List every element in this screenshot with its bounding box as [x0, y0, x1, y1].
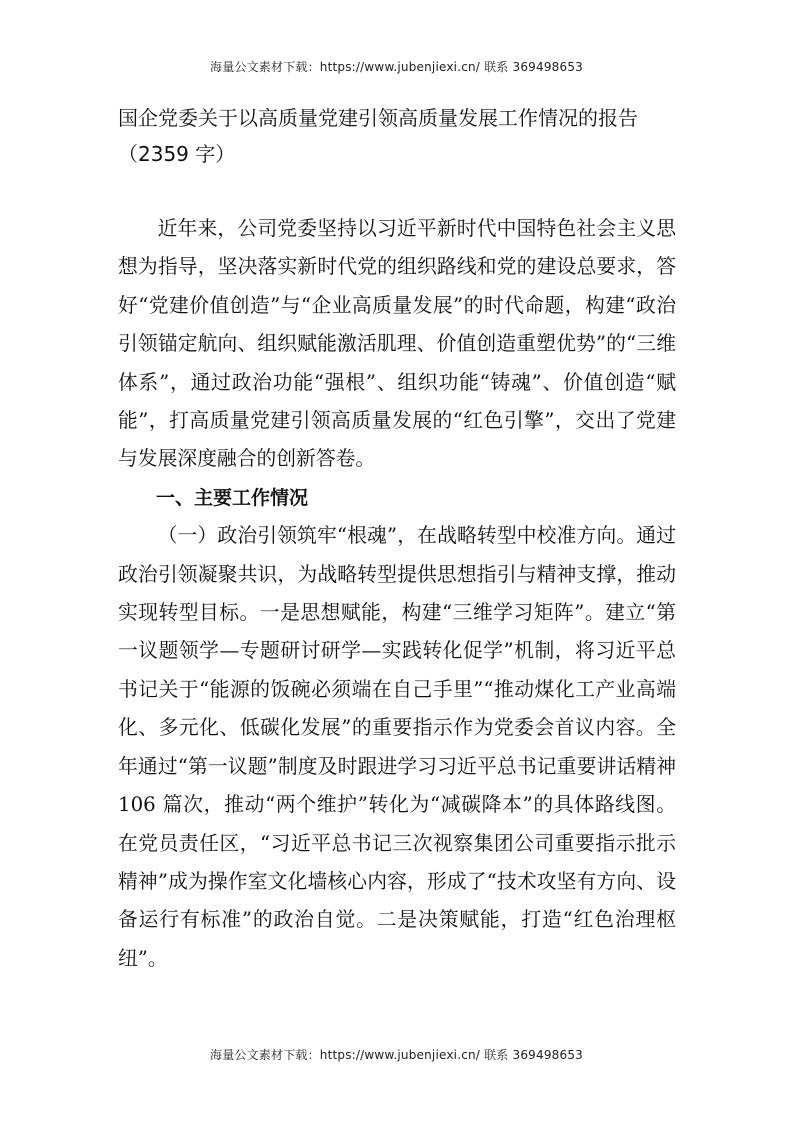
section-paragraph: （一）政治引领筑牢“根魂”，在战略转型中校准方向。通过政治引领凝聚共识，为战略转型提供思想指引与精神支撑，推动实现转型目标。一是思想赋能，构建“三维学习矩阵”。建立“第一议题领学—专题研讨研学—实践转化促学”机制，将习近平总书记关于“能源的饭碗必须端在自己手里”“推动煤化工产业高端化、多元化、低碳化发展”的重要指示作为党委会首议内容。全年通过“第一议题”制度及时跟进学习习近平总书记重要讲话精神106 篇次，推动“两个维护”转化为“减碳降本”的具体路线图。在党员责任区，“习近平总书记三次视察集团公司重要指示批示精神”成为操作室文化墙核心内容，形成了“技术攻坚有方向、设备运行有标准”的政治自觉。二是决策赋能，打造“红色治理枢纽”。	[118, 524, 676, 970]
document-title: 国企党委关于以高质量党建引领高质量发展工作情况的报告（2359 字）	[118, 106, 638, 166]
intro-paragraph: 近年来，公司党委坚持以习近平新时代中国特色社会主义思想为指导，坚决落实新时代党的组织路线和党的建设总要求，答好“党建价值创造”与“企业高质量发展”的时代命题，构建“政治引领锚定航向、组织赋能激活肌理、价值创造重塑优势”的“三维体系”，通过政治功能“强根”、组织功能“铸魂”、价值创造“赋能”，打高质量党建引领高质量发展的“红色引擎”，交出了党建与发展深度融合的创新答卷。	[118, 217, 676, 471]
page-header: 海量公文素材下载：https://www.jubenjiexi.cn/ 联系 369498653	[210, 60, 583, 74]
document-body	[118, 210, 676, 978]
section-heading: 一、主要工作情况	[156, 486, 309, 509]
page-footer: 海量公文素材下载：https://www.jubenjiexi.cn/ 联系 369498653	[210, 1048, 583, 1062]
